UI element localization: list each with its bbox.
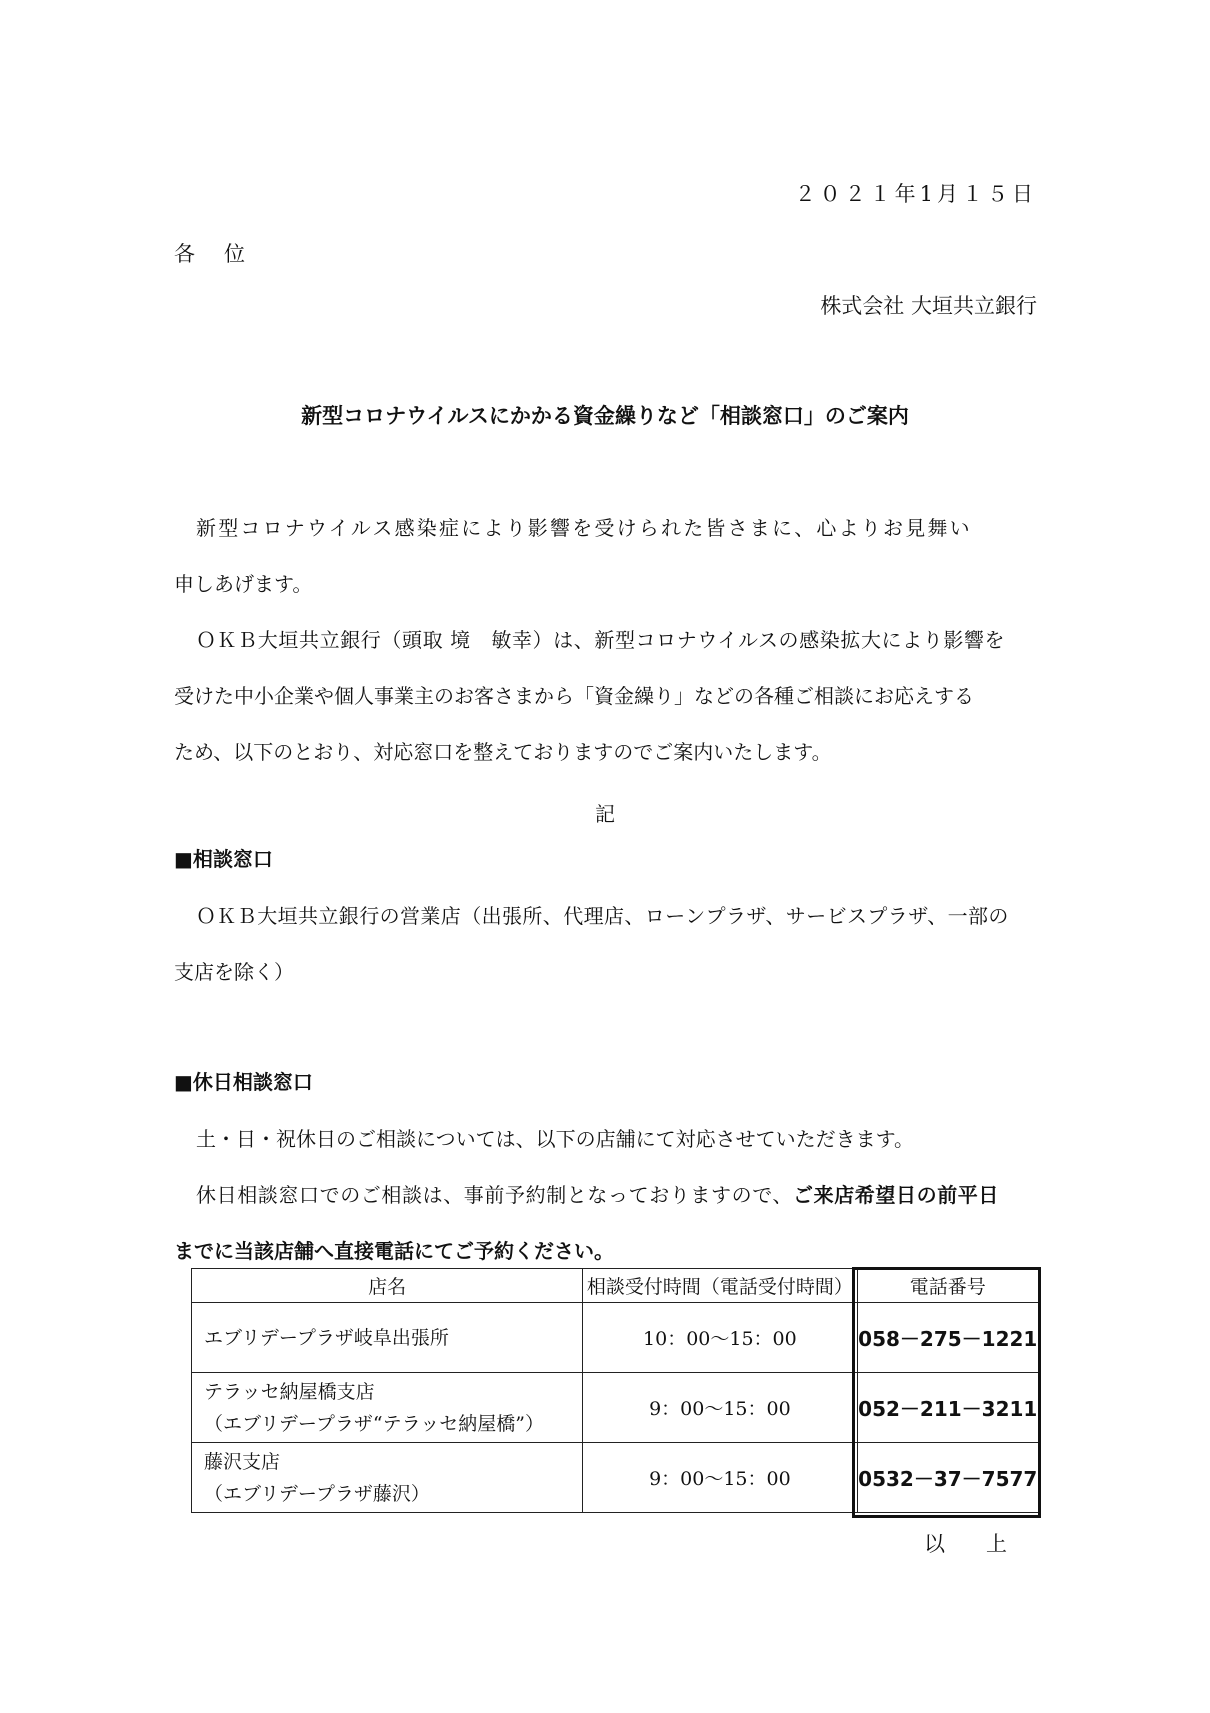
intro-paragraph-1-line-1: 新型コロナウイルス感染症により影響を受けられた皆さまに、心よりお見舞い [196,516,972,540]
intro-paragraph-2-line-1: ＯＫＢ大垣共立銀行（頭取 境 敏幸）は、新型コロナウイルスの感染拡大により影響を [196,628,1006,652]
holiday-line-3-bold: までに当該店舗へ直接電話にてご予約ください。 [174,1239,614,1263]
table-row [192,1303,1039,1373]
addressee: 各 位 [174,242,249,266]
branch-name-cell [192,1303,583,1373]
branch-name: 藤沢支店 [204,1450,281,1473]
branch-name-cell [192,1443,583,1513]
branch-table [191,1268,1039,1513]
intro-paragraph-2-line-2: 受けた中小企業や個人事業主のお客さまから「資金繰り」などの各種ご相談にお応えする [174,684,974,708]
consultation-line-1: ＯＫＢ大垣共立銀行の営業店（出張所、代理店、ローンプラザ、サービスプラザ、一部の [196,904,1009,928]
document-title: 新型コロナウイルスにかかる資金繰りなど「相談窓口」のご案内 [301,404,909,428]
closing-mark: 以 上 [924,1532,1017,1556]
branch-hours: 9：00～15：00 [583,1443,857,1513]
branch-name: テラッセ納屋橋支店 [204,1380,375,1403]
branch-subname: （エブリデープラザ“テラッセ納屋橋”） [204,1412,544,1435]
section-heading-consultation: ■相談窓口 [174,847,273,871]
company-name: 株式会社 大垣共立銀行 [820,294,1037,318]
branch-hours: 10：00～15：00 [583,1303,857,1373]
holiday-line-1: 土・日・祝休日のご相談については、以下の店舗にて対応させていただきます。 [196,1127,914,1151]
branch-phone: 052－211－3211 [857,1373,1038,1443]
branch-phone: 0532－37－7577 [857,1443,1038,1513]
header-phone: 電話番号 [857,1269,1038,1303]
ki-marker: 記 [595,802,615,826]
branch-name: エブリデープラザ岐阜出張所 [204,1326,449,1349]
section-heading-holiday-consultation: ■休日相談窓口 [174,1070,313,1094]
table-header-row [192,1269,1039,1303]
header-hours: 相談受付時間（電話受付時間） [583,1269,857,1303]
intro-paragraph-1-line-2: 申しあげます。 [174,572,313,596]
header-branch-name: 店名 [192,1269,583,1303]
branch-hours: 9：00～15：00 [583,1373,857,1443]
holiday-line-2-bold: ご来店希望日の前平日 [793,1183,999,1207]
holiday-line-2-normal: 休日相談窓口でのご相談は、事前予約制となっておりますので、 [196,1183,793,1207]
table-row [192,1443,1039,1513]
holiday-line-2 [196,1179,999,1208]
branch-phone: 058－275－1221 [857,1303,1038,1373]
table-row [192,1373,1039,1443]
document-date: ２０２１年1月１５日 [794,182,1037,206]
intro-paragraph-2-line-3: ため、以下のとおり、対応窓口を整えておりますのでご案内いたします。 [174,740,832,764]
consultation-line-2: 支店を除く） [174,960,294,984]
branch-subname: （エブリデープラザ藤沢） [204,1482,430,1505]
branch-name-cell [192,1373,583,1443]
